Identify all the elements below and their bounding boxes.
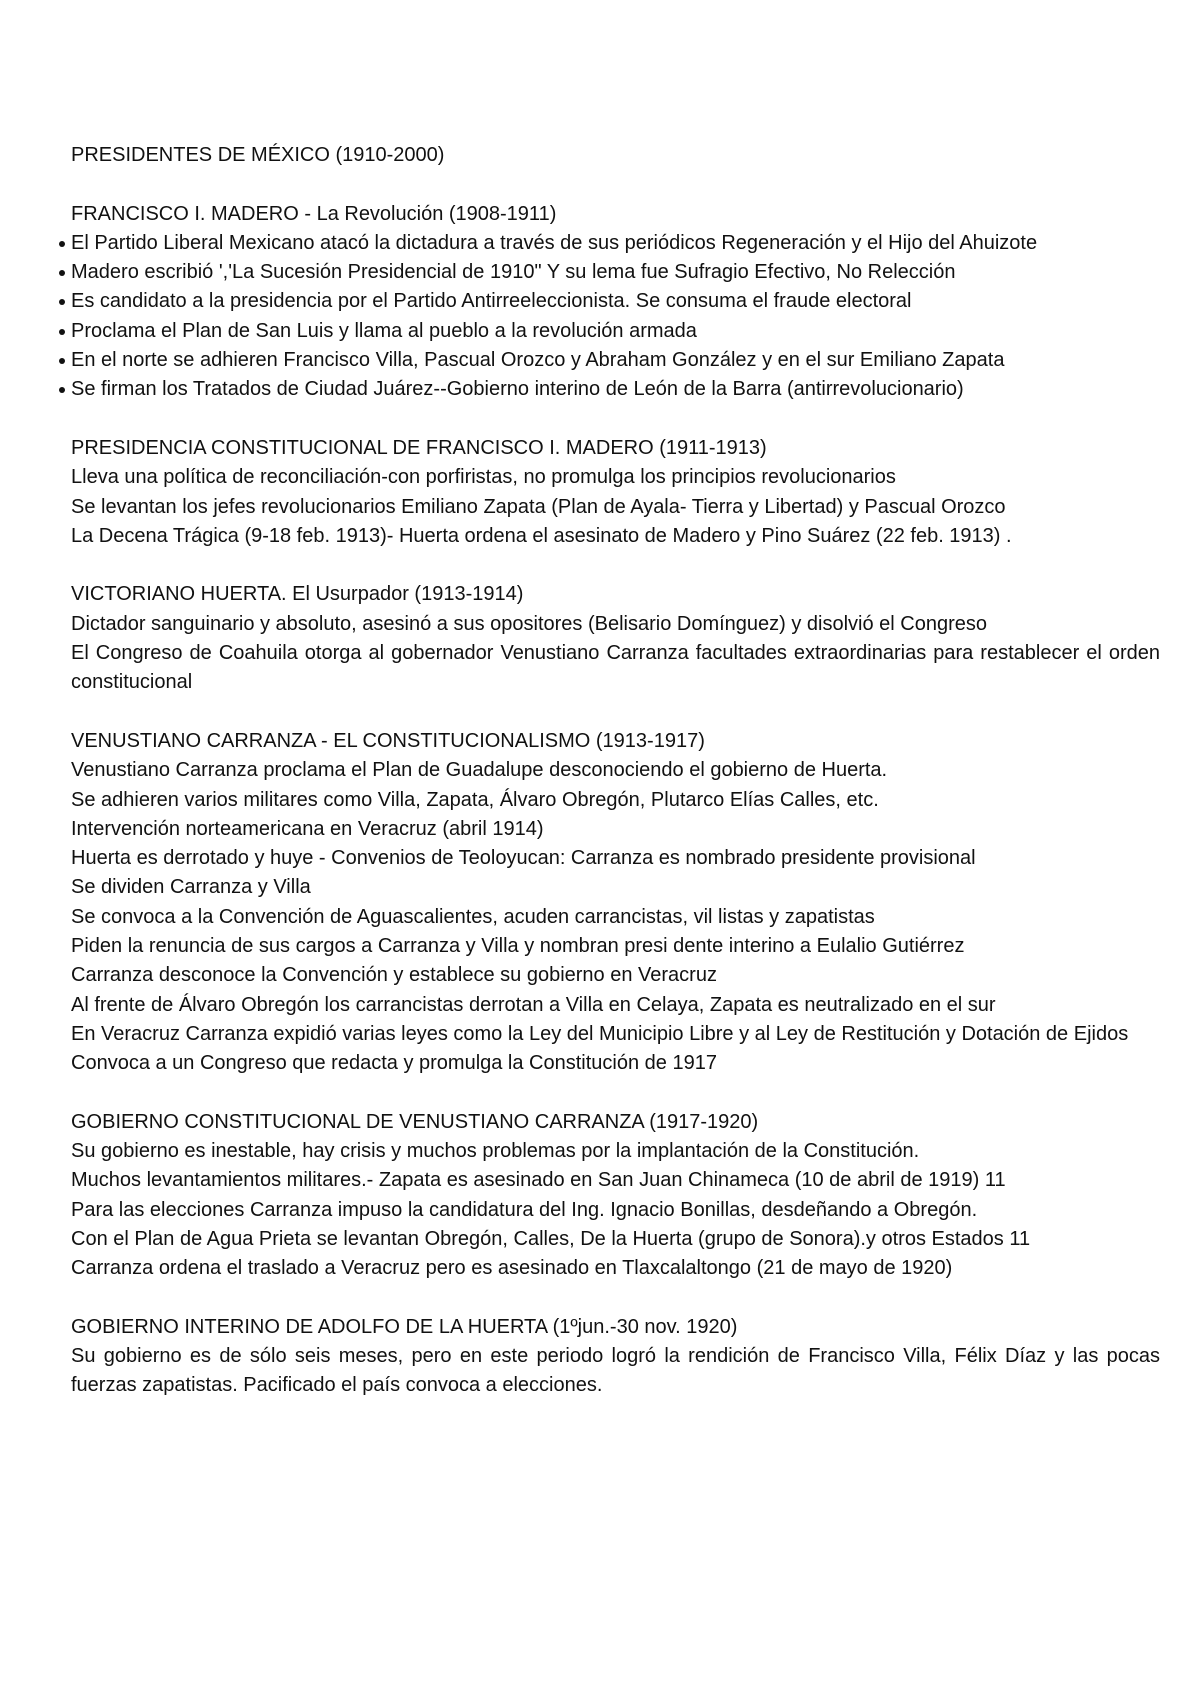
bullet-list [71, 229, 1160, 405]
bullet-item: Proclama el Plan de San Luis y llama al pueblo a la revolución armada [71, 317, 1160, 346]
paragraph: Piden la renuncia de sus cargos a Carranza y Villa y nombran presi dente interino a Eulalio Gutiérrez [71, 935, 965, 958]
paragraph: Su gobierno es de sólo seis meses, pero en este periodo logró la rendición de Francisco Villa, Félix Díaz y las pocas fuerzas zapatistas. Pacificado el país convoca a elecciones. [71, 1345, 1160, 1397]
section-huerta [71, 580, 1160, 697]
paragraph: Dictador sanguinario y absoluto, asesinó a sus opositores (Belisario Domínguez) y disolvió el Congreso [71, 612, 988, 635]
paragraph: Se adhieren varios militares como Villa, Zapata, Álvaro Obregón, Plutarco Elías Calles, etc. [71, 788, 879, 811]
paragraph: Con el Plan de Agua Prieta se levantan Obregón, Calles, De la Huerta (grupo de Sonora).y otros Estados 11 [71, 1227, 1031, 1250]
paragraph: Lleva una política de reconciliación-con porfiristas, no promulga los principios revolucionarios [71, 466, 896, 489]
paragraph: Muchos levantamientos militares.- Zapata es asesinado en San Juan Chinameca (10 de abril de 1919) 11 [71, 1169, 1006, 1192]
paragraph: Venustiano Carranza proclama el Plan de Guadalupe desconociendo el gobierno de Huerta. [71, 759, 888, 782]
paragraph: Carranza desconoce la Convención y establece su gobierno en Veracruz [71, 964, 717, 987]
section-heading: PRESIDENCIA CONSTITUCIONAL DE FRANCISCO I. MADERO (1911-1913) [71, 436, 767, 459]
section-heading: VENUSTIANO CARRANZA - EL CONSTITUCIONALISMO (1913-1917) [71, 729, 705, 752]
section-carranza-gobierno [71, 1108, 1160, 1284]
section-carranza-constitucionalismo [71, 727, 1160, 1079]
section-de-la-huerta [71, 1313, 1160, 1401]
paragraph: Carranza ordena el traslado a Veracruz pero es asesinado en Tlaxcalaltongo (21 de mayo de 1920) [71, 1257, 953, 1280]
bullet-item: Se firman los Tratados de Ciudad Juárez--Gobierno interino de León de la Barra (antirrevolucionario) [71, 375, 1160, 404]
section-heading: GOBIERNO INTERINO DE ADOLFO DE LA HUERTA (1ºjun.-30 nov. 1920) [71, 1315, 738, 1338]
section-heading: VICTORIANO HUERTA. El Usurpador (1913-1914) [71, 583, 524, 606]
bullet-item: En el norte se adhieren Francisco Villa, Pascual Orozco y Abraham González y en el sur Emiliano Zapata [71, 346, 1160, 375]
paragraph: Se levantan los jefes revolucionarios Emiliano Zapata (Plan de Ayala- Tierra y Libertad) y Pascual Orozco [71, 495, 1006, 518]
paragraph: Se convoca a la Convención de Aguascalientes, acuden carrancistas, vil listas y zapatistas [71, 905, 875, 928]
bullet-item: Madero escribió ','La Sucesión Presidencial de 1910" Y su lema fue Sufragio Efectivo, No Relección [71, 258, 1160, 287]
section-madero-revolucion [71, 200, 1160, 405]
document-title: PRESIDENTES DE MÉXICO (1910-2000) [71, 144, 445, 166]
paragraph: En Veracruz Carranza expidió varias leyes como la Ley del Municipio Libre y al Ley de Restitución y Dotación de Ejidos [71, 1022, 1129, 1045]
document-content [71, 141, 1160, 1401]
paragraph: Para las elecciones Carranza impuso la candidatura del Ing. Ignacio Bonillas, desdeñando a Obregón. [71, 1198, 978, 1221]
bullet-item: Es candidato a la presidencia por el Partido Antirreeleccionista. Se consuma el fraude electoral [71, 287, 1160, 316]
paragraph: Su gobierno es inestable, hay crisis y muchos problemas por la implantación de la Constitución. [71, 1140, 920, 1163]
paragraph: Huerta es derrotado y huye - Convenios de Teoloyucan: Carranza es nombrado presidente provisional [71, 847, 976, 870]
bullet-item: El Partido Liberal Mexicano atacó la dictadura a través de sus periódicos Regeneración y el Hijo del Ahuizote [71, 229, 1160, 258]
section-madero-presidencia [71, 434, 1160, 551]
paragraph: Se dividen Carranza y Villa [71, 876, 311, 899]
section-heading: GOBIERNO CONSTITUCIONAL DE VENUSTIANO CARRANZA (1917-1920) [71, 1110, 759, 1133]
paragraph: El Congreso de Coahuila otorga al gobernador Venustiano Carranza facultades extraordinarias para restablecer el orden constitucional [71, 642, 1160, 694]
paragraph: Convoca a un Congreso que redacta y promulga la Constitución de 1917 [71, 1052, 717, 1075]
paragraph: La Decena Trágica (9-18 feb. 1913)- Huerta ordena el asesinato de Madero y Pino Suárez (22 feb. 1913) . [71, 524, 1012, 547]
paragraph: Intervención norteamericana en Veracruz (abril 1914) [71, 817, 544, 840]
paragraph: Al frente de Álvaro Obregón los carrancistas derrotan a Villa en Celaya, Zapata es neutralizado en el sur [71, 993, 996, 1016]
section-heading: FRANCISCO I. MADERO - La Revolución (1908-1911) [71, 202, 557, 225]
